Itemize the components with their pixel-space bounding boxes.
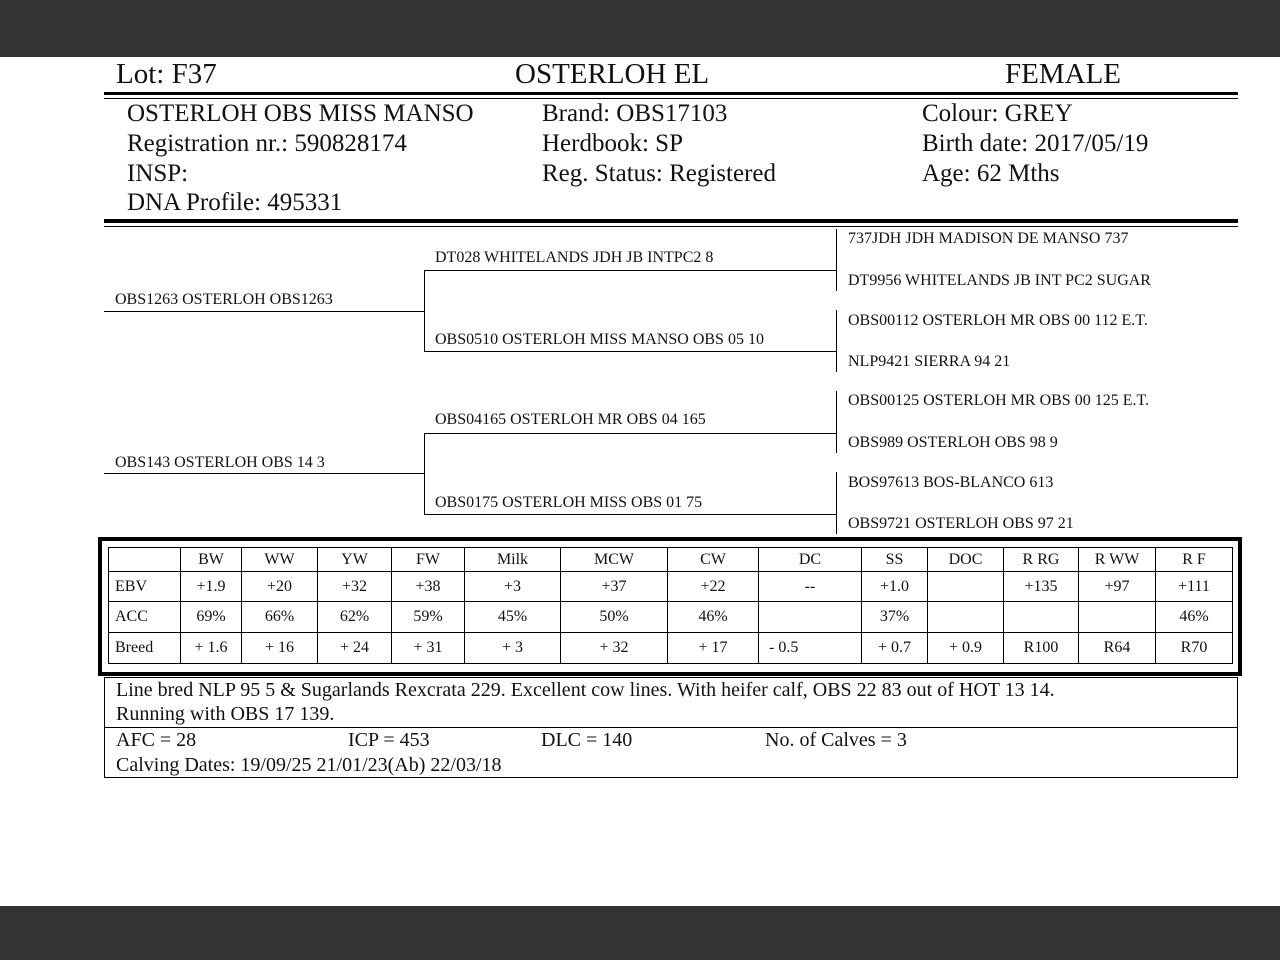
header-mcw: MCW [561, 548, 668, 572]
table-cell [759, 602, 862, 633]
table-cell: +1.9 [181, 572, 242, 602]
top-dark-bar [0, 0, 1280, 57]
table-cell: 45% [465, 602, 561, 633]
table-cell: + 1.6 [181, 633, 242, 664]
header-milk: Milk [465, 548, 561, 572]
reg-status: Reg. Status: Registered [542, 160, 776, 187]
row-label: Breed [109, 633, 181, 664]
dam-sire: OBS04165 OSTERLOH MR OBS 04 165 [435, 411, 706, 428]
animal-name: OSTERLOH OBS MISS MANSO [127, 100, 474, 127]
table-cell: + 0.7 [862, 633, 928, 664]
notes-line-1: Line bred NLP 95 5 & Sugarlands Rexcrata 229. Excellent cow lines. With heifer calf, OBS 22 83 out of HOT 13 14. [116, 679, 1055, 701]
herd-name: OSTERLOH EL [515, 58, 710, 90]
sire: OBS1263 OSTERLOH OBS1263 [115, 291, 333, 308]
ebv-header-row [109, 548, 1233, 572]
table-cell [928, 602, 1004, 633]
ggp-3: OBS00112 OSTERLOH MR OBS 00 112 E.T. [848, 312, 1148, 329]
table-cell: 66% [242, 602, 318, 633]
calves-count: No. of Calves = 3 [765, 729, 907, 751]
header-corner [109, 548, 181, 572]
header-doc: DOC [928, 548, 1004, 572]
ggp-7: BOS97613 BOS-BLANCO 613 [848, 474, 1054, 491]
table-cell: + 16 [242, 633, 318, 664]
dam: OBS143 OSTERLOH OBS 14 3 [115, 454, 325, 471]
calving-dates: Calving Dates: 19/09/25 21/01/23(Ab) 22/03/18 [116, 754, 502, 776]
table-cell: +38 [392, 572, 465, 602]
icp-value: ICP = 453 [348, 729, 430, 751]
lot-number: Lot: F37 [116, 58, 217, 90]
birth-date: Birth date: 2017/05/19 [922, 130, 1149, 157]
table-cell: +32 [318, 572, 392, 602]
header-r-rg: R RG [1004, 548, 1079, 572]
age: Age: 62 Mths [922, 160, 1060, 187]
ggp-2: DT9956 WHITELANDS JB INT PC2 SUGAR [848, 272, 1151, 289]
brand: Brand: OBS17103 [542, 100, 728, 127]
dlc-value: DLC = 140 [541, 729, 633, 751]
table-cell: + 0.9 [928, 633, 1004, 664]
row-label: EBV [109, 572, 181, 602]
table-cell: 46% [1156, 602, 1233, 633]
header-bw: BW [181, 548, 242, 572]
table-cell: R100 [1004, 633, 1079, 664]
header-fw: FW [392, 548, 465, 572]
table-cell: 69% [181, 602, 242, 633]
ggp-6: OBS989 OSTERLOH OBS 98 9 [848, 434, 1058, 451]
table-cell: 59% [392, 602, 465, 633]
info-rule-thick [104, 219, 1238, 223]
table-cell: +97 [1079, 572, 1156, 602]
dna-profile: DNA Profile: 495331 [127, 189, 343, 216]
ggp-1: 737JDH JDH MADISON DE MANSO 737 [848, 230, 1129, 247]
table-cell [928, 572, 1004, 602]
header-r-f: R F [1156, 548, 1233, 572]
header-ss: SS [862, 548, 928, 572]
table-cell: R64 [1079, 633, 1156, 664]
insp-label: INSP: [127, 160, 189, 187]
header-yw: YW [318, 548, 392, 572]
bottom-dark-bar [0, 906, 1280, 960]
table-cell [1004, 602, 1079, 633]
table-cell: R70 [1156, 633, 1233, 664]
table-cell: - 0.5 [759, 633, 862, 664]
ggp-8: OBS9721 OSTERLOH OBS 97 21 [848, 515, 1074, 532]
afc-value: AFC = 28 [116, 729, 197, 751]
header-rule-thin [104, 98, 1238, 99]
sex-label: FEMALE [1005, 58, 1121, 90]
header-rule-thick [104, 92, 1238, 95]
table-cell: +3 [465, 572, 561, 602]
table-cell: +37 [561, 572, 668, 602]
table-cell: + 17 [668, 633, 759, 664]
colour: Colour: GREY [922, 100, 1073, 127]
table-cell: +1.0 [862, 572, 928, 602]
registration-number: Registration nr.: 590828174 [127, 130, 407, 157]
table-cell [1079, 602, 1156, 633]
ebv-table [108, 547, 1233, 664]
table-cell: 62% [318, 602, 392, 633]
sire-dam: OBS0510 OSTERLOH MISS MANSO OBS 05 10 [435, 331, 764, 348]
sire-sire: DT028 WHITELANDS JDH JB INTPC2 8 [435, 249, 714, 266]
table-cell: 46% [668, 602, 759, 633]
table-cell: +111 [1156, 572, 1233, 602]
header-dc: DC [759, 548, 862, 572]
header-cw: CW [668, 548, 759, 572]
ebv-row [109, 572, 1233, 602]
herdbook: Herdbook: SP [542, 130, 683, 157]
table-cell: 50% [561, 602, 668, 633]
notes-divider [104, 727, 1238, 728]
table-cell: 37% [862, 602, 928, 633]
dam-dam: OBS0175 OSTERLOH MISS OBS 01 75 [435, 494, 703, 511]
table-cell: + 3 [465, 633, 561, 664]
table-cell: +22 [668, 572, 759, 602]
notes-line-2: Running with OBS 17 139. [116, 703, 335, 725]
header-r-ww: R WW [1079, 548, 1156, 572]
acc-row [109, 602, 1233, 633]
table-cell: +20 [242, 572, 318, 602]
info-rule-thin [104, 226, 1238, 227]
table-cell: + 31 [392, 633, 465, 664]
ggp-4: NLP9421 SIERRA 94 21 [848, 353, 1011, 370]
table-cell: + 24 [318, 633, 392, 664]
breed-row [109, 633, 1233, 664]
row-label: ACC [109, 602, 181, 633]
table-cell: +135 [1004, 572, 1079, 602]
ggp-5: OBS00125 OSTERLOH MR OBS 00 125 E.T. [848, 392, 1150, 409]
table-cell: -- [759, 572, 862, 602]
table-cell: + 32 [561, 633, 668, 664]
header-ww: WW [242, 548, 318, 572]
